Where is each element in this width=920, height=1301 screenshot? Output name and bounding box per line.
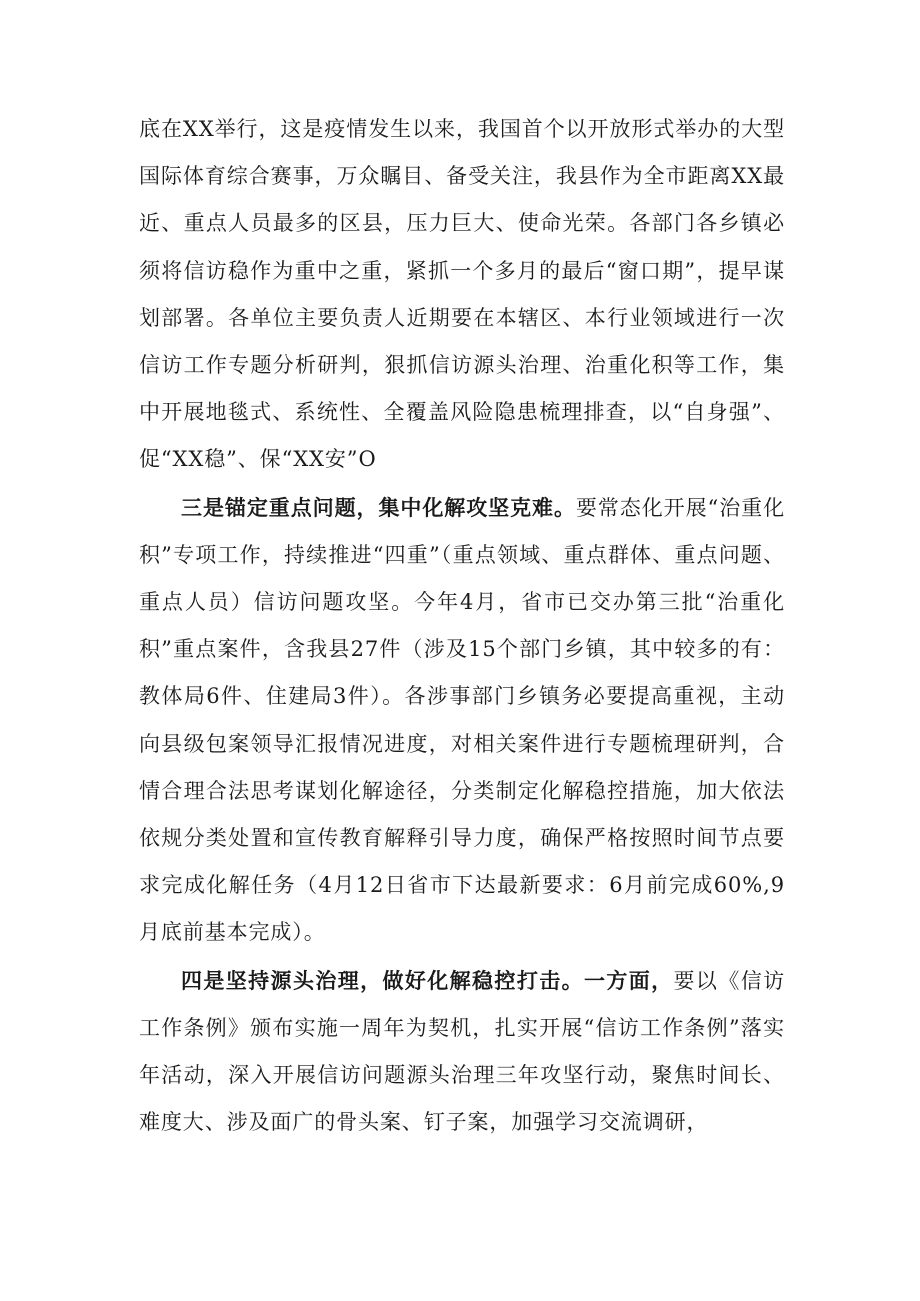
paragraph-point-three bbox=[139, 484, 785, 957]
paragraph-point-four bbox=[139, 957, 785, 1147]
paragraph-text: 底在XX举行，这是疫情发生以来，我国首个以开放形式举办的大型国际体育综合赛事，万众瞩目、备受关注，我县作为全市距离XX最近、重点人员最多的区县，压力巨大、使命光荣。各部门各乡镇必须将信访稳作为重中之重，紧抓一个多月的最后“窗口期”，提早谋划部署。各单位主要负责人近期要在本辖区、本行业领域进行一次信访工作专题分析研判，狠抓信访源头治理、治重化积等工作，集中开展地毯式、系统性、全覆盖风险隐患梳理排查，以“自身强”、促“XX稳”、保“XX安”O bbox=[139, 117, 785, 472]
paragraph-text: 要常态化开展“治重化积”专项工作，持续推进“四重”（重点领域、重点群体、重点问题、重点人员）信访问题攻坚。今年4月，省市已交办第三批“治重化积”重点案件，含我县27件（涉及15个部门乡镇，其中较多的有：教体局6件、住建局3件）。各涉事部门乡镇务必要提高重视，主动向县级包案领导汇报情况进度，对相关案件进行专题梳理研判，合情合理合法思考谋划化解途径，分类制定化解稳控措施，加大依法依规分类处置和宣传教育解释引导力度，确保严格按照时间节点要求完成化解任务（4月12日省市下达最新要求：6月前完成60%,9月底前基本完成）。 bbox=[139, 495, 785, 945]
document-body bbox=[139, 106, 785, 1146]
paragraph-text: 要以《信访工作条例》颁布实施一周年为契机，扎实开展“信访工作条例”落实年活动，深入开展信访问题源头治理三年攻坚行动，聚焦时间长、难度大、涉及面广的骨头案、钉子案，加强学习交流调研， bbox=[139, 968, 785, 1135]
paragraph-lead-heading: 三是锚定重点问题，集中化解攻坚克难。 bbox=[181, 494, 576, 520]
paragraph-lead-heading: 四是坚持源头治理，做好化解稳控打击。一方面， bbox=[181, 967, 674, 993]
paragraph-continuation bbox=[139, 106, 785, 484]
